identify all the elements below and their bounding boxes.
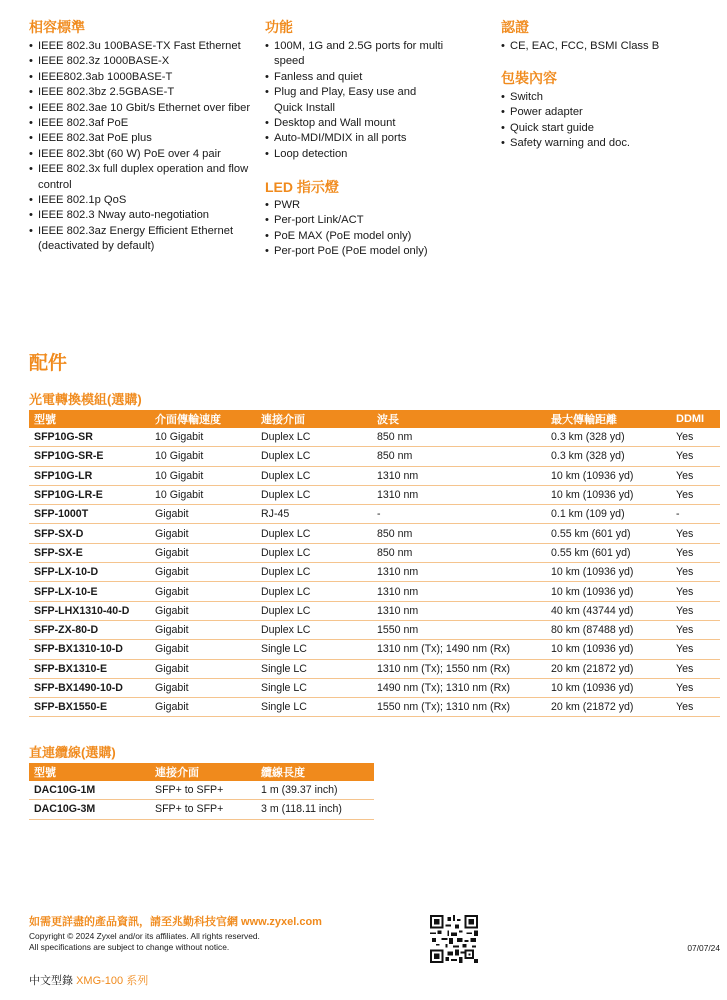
table-cell: Gigabit [150, 678, 256, 697]
package-title: 包裝內容 [501, 70, 557, 86]
table-row [29, 678, 720, 697]
table-cell: Duplex LC [256, 447, 372, 466]
model-cell: SFP-ZX-80-D [29, 620, 150, 639]
table-cell: Yes [671, 563, 720, 582]
table-cell: 10 km (10936 yd) [546, 640, 671, 659]
table-cell: 1310 nm (Tx); 1490 nm (Rx) [372, 640, 546, 659]
led-title: LED 指示燈 [265, 179, 339, 195]
list-item: • Fanless and quiet [265, 70, 445, 85]
model-cell: SFP10G-SR-E [29, 447, 150, 466]
list-item: • 100M, 1G and 2.5G ports for multi speed [265, 39, 445, 70]
table-cell: Yes [671, 640, 720, 659]
table-cell: SFP+ to SFP+ [150, 800, 256, 819]
table-cell: Yes [671, 447, 720, 466]
table-cell: Gigabit [150, 524, 256, 543]
table-cell: 80 km (87488 yd) [546, 620, 671, 639]
table-cell: Yes [671, 678, 720, 697]
table-cell: Yes [671, 485, 720, 504]
column-header: 最大傳輸距離 [546, 410, 671, 428]
column-header: 介面傳輸速度 [150, 410, 256, 428]
list-item: • PoE MAX (PoE model only) [265, 229, 465, 244]
table-row [29, 563, 720, 582]
table-row [29, 781, 374, 800]
list-item: • IEEE 802.3ae 10 Gbit/s Ethernet over fiber [29, 101, 254, 116]
table-cell: - [671, 505, 720, 524]
table-row [29, 428, 720, 447]
table-cell: 10 km (10936 yd) [546, 466, 671, 485]
transceivers-title: 光電轉換模組(選購) [29, 392, 142, 407]
list-item: • Loop detection [265, 147, 445, 162]
table-cell: Yes [671, 543, 720, 562]
table-row [29, 640, 720, 659]
table-cell: 1310 nm [372, 466, 546, 485]
table-cell: SFP+ to SFP+ [150, 781, 256, 800]
catalog-model: XMG-100 系列 [76, 975, 149, 987]
model-cell: SFP-LX-10-E [29, 582, 150, 601]
table-cell: 10 km (10936 yd) [546, 582, 671, 601]
model-cell: SFP-1000T [29, 505, 150, 524]
table-cell: 1550 nm [372, 620, 546, 639]
standards-list [29, 39, 254, 255]
table-cell: 1490 nm (Tx); 1310 nm (Rx) [372, 678, 546, 697]
column-header: DDMI [671, 410, 720, 428]
table-row [29, 659, 720, 678]
model-cell: DAC10G-3M [29, 800, 150, 819]
transceiver-table [29, 410, 720, 717]
list-item: • Desktop and Wall mount [265, 116, 445, 131]
table-cell: Duplex LC [256, 601, 372, 620]
table-cell: 850 nm [372, 428, 546, 447]
table-cell: 10 Gigabit [150, 428, 256, 447]
list-item: • IEEE 802.3u 100BASE-TX Fast Ethernet [29, 39, 254, 54]
table-cell: Yes [671, 524, 720, 543]
table-cell: 0.1 km (109 yd) [546, 505, 671, 524]
list-item: • Power adapter [501, 105, 721, 120]
list-item: • CE, EAC, FCC, BSMI Class B [501, 39, 721, 54]
table-cell: 20 km (21872 yd) [546, 698, 671, 717]
column-header: 型號 [29, 763, 150, 781]
list-item: • Switch [501, 90, 721, 105]
table-cell: 850 nm [372, 524, 546, 543]
table-cell: Single LC [256, 698, 372, 717]
table-cell: 1310 nm [372, 601, 546, 620]
model-cell: SFP-BX1490-10-D [29, 678, 150, 697]
model-cell: DAC10G-1M [29, 781, 150, 800]
column-header: 連接介面 [256, 410, 372, 428]
table-cell: Single LC [256, 678, 372, 697]
table-cell: Gigabit [150, 601, 256, 620]
footer-legal [29, 931, 260, 953]
features-title: 功能 [265, 19, 293, 35]
table-cell: 1 m (39.37 inch) [256, 781, 374, 800]
model-cell: SFP10G-LR [29, 466, 150, 485]
table-cell: Duplex LC [256, 466, 372, 485]
table-cell: 0.3 km (328 yd) [546, 428, 671, 447]
certs-list [501, 39, 721, 54]
table-cell: 1310 nm (Tx); 1550 nm (Rx) [372, 659, 546, 678]
table-cell: 1310 nm [372, 563, 546, 582]
table-cell: 1310 nm [372, 485, 546, 504]
table-cell: Gigabit [150, 582, 256, 601]
list-item: • Quick start guide [501, 121, 721, 136]
table-cell: Duplex LC [256, 524, 372, 543]
table-cell: Gigabit [150, 505, 256, 524]
table-cell: 850 nm [372, 447, 546, 466]
list-item: • Per-port PoE (PoE model only) [265, 244, 465, 259]
publish-date: 07/07/24 [687, 943, 720, 953]
table-cell: 1310 nm [372, 582, 546, 601]
table-cell: Duplex LC [256, 620, 372, 639]
list-item: • IEEE 802.1p QoS [29, 193, 254, 208]
table-row [29, 485, 720, 504]
list-item: • IEEE 802.3 Nway auto-negotiation [29, 208, 254, 223]
table-cell: Duplex LC [256, 563, 372, 582]
table-cell: Gigabit [150, 543, 256, 562]
table-cell: Gigabit [150, 659, 256, 678]
model-cell: SFP10G-SR [29, 428, 150, 447]
list-item: • Safety warning and doc. [501, 136, 721, 151]
table-cell: Duplex LC [256, 428, 372, 447]
model-cell: SFP10G-LR-E [29, 485, 150, 504]
table-cell: Yes [671, 428, 720, 447]
table-cell: 40 km (43744 yd) [546, 601, 671, 620]
list-item: • IEEE 802.3bt (60 W) PoE over 4 pair [29, 147, 254, 162]
notice-text: All specifications are subject to change without notice. [29, 942, 230, 952]
features-list [265, 39, 445, 162]
list-item: • IEEE802.3ab 1000BASE-T [29, 70, 254, 85]
table-row [29, 620, 720, 639]
table-cell: 10 Gigabit [150, 466, 256, 485]
catalog-label [29, 972, 148, 988]
list-item: • IEEE 802.3at PoE plus [29, 131, 254, 146]
table-row [29, 800, 374, 819]
column-header: 波長 [372, 410, 546, 428]
model-cell: SFP-BX1310-E [29, 659, 150, 678]
catalog-prefix: 中文型錄 [29, 975, 73, 987]
model-cell: SFP-SX-E [29, 543, 150, 562]
list-item: • IEEE 802.3x full duplex operation and flow control [29, 162, 254, 193]
model-cell: SFP-SX-D [29, 524, 150, 543]
column-header: 型號 [29, 410, 150, 428]
list-item: • IEEE 802.3az Energy Efficient Ethernet (deactivated by default) [29, 224, 254, 255]
column-header: 連接介面 [150, 763, 256, 781]
table-row [29, 601, 720, 620]
list-item: • IEEE 802.3af PoE [29, 116, 254, 131]
table-row [29, 466, 720, 485]
table-cell: Gigabit [150, 698, 256, 717]
table-cell: 10 Gigabit [150, 485, 256, 504]
standards-title: 相容標準 [29, 19, 85, 35]
table-cell: Yes [671, 582, 720, 601]
table-cell: Gigabit [150, 620, 256, 639]
qr-code [430, 915, 478, 963]
table-cell: Duplex LC [256, 485, 372, 504]
dac-title: 直連纜線(選購) [29, 745, 116, 760]
table-cell: 10 km (10936 yd) [546, 678, 671, 697]
table-row [29, 524, 720, 543]
table-cell: 3 m (118.11 inch) [256, 800, 374, 819]
table-cell: 850 nm [372, 543, 546, 562]
column-header: 纜線長度 [256, 763, 374, 781]
table-cell: 0.55 km (601 yd) [546, 524, 671, 543]
table-cell: 0.55 km (601 yd) [546, 543, 671, 562]
table-row [29, 505, 720, 524]
table-cell: Yes [671, 601, 720, 620]
table-cell: 0.3 km (328 yd) [546, 447, 671, 466]
table-cell: 10 Gigabit [150, 447, 256, 466]
list-item: • PWR [265, 198, 465, 213]
list-item: • Per-port Link/ACT [265, 213, 465, 228]
table-cell: 20 km (21872 yd) [546, 659, 671, 678]
table-row [29, 543, 720, 562]
table-cell: Yes [671, 659, 720, 678]
table-cell: Duplex LC [256, 582, 372, 601]
accessories-title: 配件 [29, 353, 68, 374]
table-cell: Duplex LC [256, 543, 372, 562]
copyright-text: Copyright © 2024 Zyxel and/or its affiliates. All rights reserved. [29, 931, 260, 941]
table-cell: Yes [671, 620, 720, 639]
led-list [265, 198, 465, 260]
table-row [29, 582, 720, 601]
table-row [29, 698, 720, 717]
table-cell: Single LC [256, 659, 372, 678]
model-cell: SFP-BX1550-E [29, 698, 150, 717]
dac-table [29, 763, 374, 820]
list-item: • Plug and Play, Easy use and Quick Install [265, 85, 445, 116]
package-list [501, 90, 721, 152]
list-item: • IEEE 802.3z 1000BASE-X [29, 54, 254, 69]
table-cell: 1550 nm (Tx); 1310 nm (Rx) [372, 698, 546, 717]
table-row [29, 447, 720, 466]
table-cell: Yes [671, 698, 720, 717]
table-cell: Yes [671, 466, 720, 485]
list-item: • IEEE 802.3bz 2.5GBASE-T [29, 85, 254, 100]
table-cell: RJ-45 [256, 505, 372, 524]
certs-title: 認證 [501, 19, 529, 35]
model-cell: SFP-LHX1310-40-D [29, 601, 150, 620]
table-cell: Gigabit [150, 640, 256, 659]
table-cell: Single LC [256, 640, 372, 659]
table-cell: - [372, 505, 546, 524]
table-cell: Gigabit [150, 563, 256, 582]
table-cell: 10 km (10936 yd) [546, 563, 671, 582]
table-cell: 10 km (10936 yd) [546, 485, 671, 504]
model-cell: SFP-BX1310-10-D [29, 640, 150, 659]
model-cell: SFP-LX-10-D [29, 563, 150, 582]
list-item: • Auto-MDI/MDIX in all ports [265, 131, 445, 146]
website-link[interactable]: 如需更詳盡的產品資訊，請至兆勤科技官網 www.zyxel.com [29, 916, 322, 928]
